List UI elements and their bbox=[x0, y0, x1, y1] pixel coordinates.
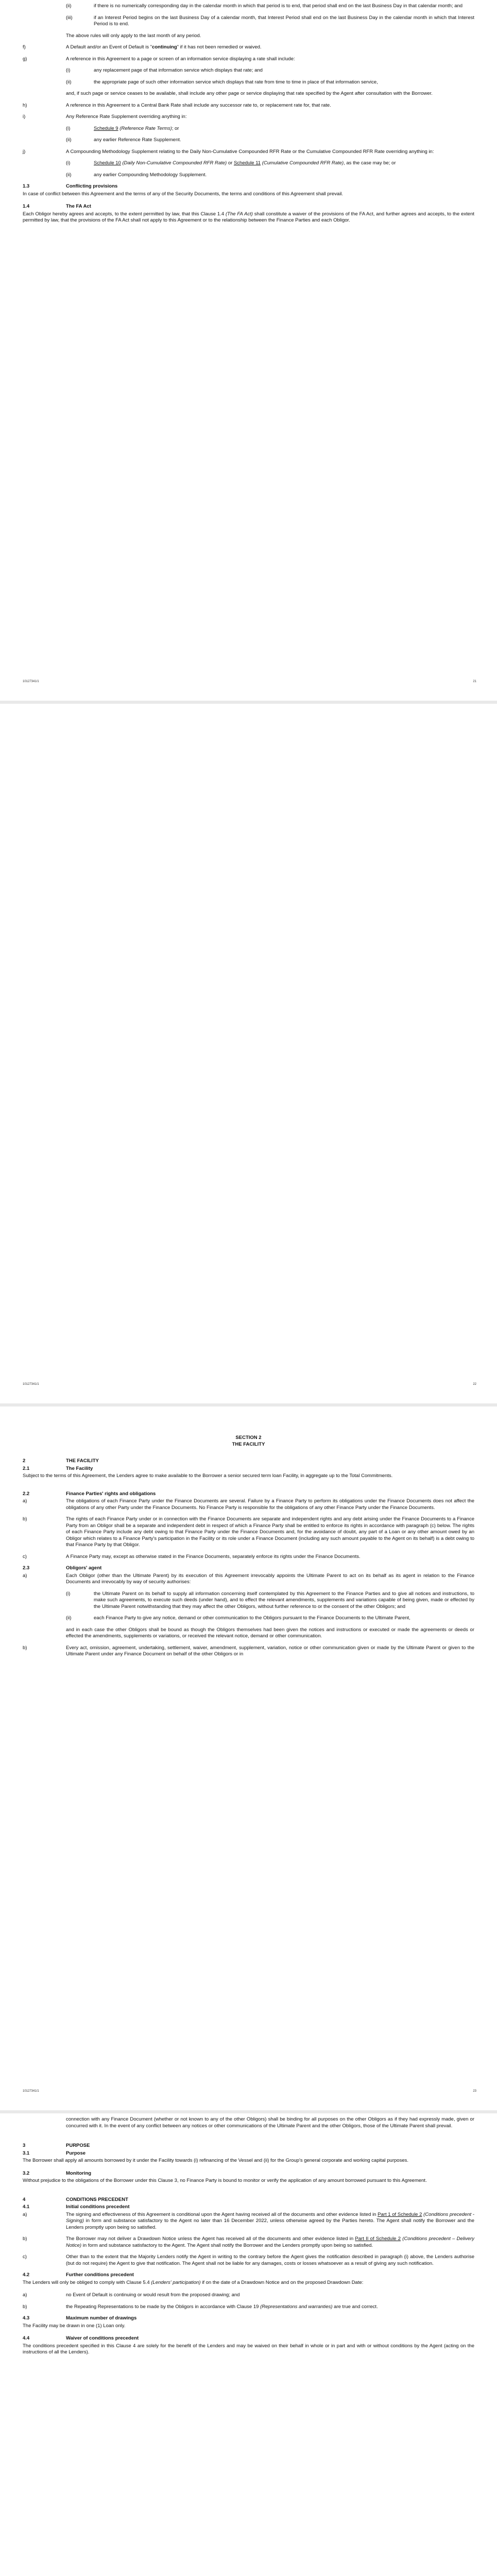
clause-number: 2.2 bbox=[23, 1490, 30, 1497]
clause-title: Finance Parties' rights and obligations bbox=[66, 1490, 156, 1497]
text-part: in form and substance satisfactory to the Agent. The Agent shall notify the Borrower and the Lenders promptly upon being so satisfied. bbox=[81, 2242, 373, 2248]
clause-title: Purpose bbox=[66, 2150, 86, 2156]
title-ref: (Representations and warranties) bbox=[260, 2303, 333, 2310]
clause-number: 4 bbox=[23, 2196, 26, 2202]
heading-3-1 bbox=[23, 2150, 474, 2157]
label: a) bbox=[23, 1572, 27, 1579]
clause-number: 2.3 bbox=[23, 1565, 30, 1571]
title-ref: (Daily Non-Cumulative Compounded RFR Rate) bbox=[122, 160, 227, 166]
cross-reference: Part 1 of Schedule 2 bbox=[378, 2211, 422, 2217]
text-part: are true and correct. bbox=[332, 2303, 378, 2310]
para-i bbox=[23, 114, 474, 121]
text-part: The Borrower may not deliver a Drawdown Notice unless the Agent has received all of the documents and other evidence listed in bbox=[66, 2236, 355, 2242]
clause-number: 4.3 bbox=[23, 2315, 30, 2321]
text-part: A Default and/or an Event of Default is " bbox=[66, 44, 152, 50]
text-part: or bbox=[228, 160, 233, 166]
label: c) bbox=[23, 2254, 27, 2260]
title-ref: (Conditions precedent - Signing) bbox=[66, 2211, 474, 2224]
title-ref: (Lenders' participation) bbox=[151, 2279, 201, 2285]
text-part: the Repeating Representations to be made by the Obligors in accordance with Clause 19 bbox=[66, 2303, 261, 2310]
page-24 bbox=[0, 2113, 497, 2576]
defined-term: continuing bbox=[152, 44, 177, 50]
heading-1-4 bbox=[23, 204, 474, 210]
label: c) bbox=[23, 1553, 27, 1560]
clause-title: Conflicting provisions bbox=[66, 183, 118, 189]
label: j) bbox=[23, 148, 26, 155]
clause-title: THE FACILITY bbox=[66, 1458, 99, 1464]
text-part: The Lenders will only be obliged to comply with Clause 5.4 bbox=[23, 2279, 151, 2285]
clause-2-1-text: Subject to the terms of this Agreement, the Lenders agree to make available to the Borrower a senior secured term loan Facility, in aggregate up to the Total Commitments. bbox=[23, 1473, 393, 1479]
heading-2-3 bbox=[23, 1565, 474, 1572]
heading-4-2 bbox=[23, 2272, 474, 2279]
para-2-2-a bbox=[23, 1498, 474, 1511]
clause-number: 3.1 bbox=[23, 2150, 30, 2156]
clause-number: 1.4 bbox=[23, 204, 30, 209]
para-2-3-b bbox=[23, 1645, 474, 1658]
label: (ii) bbox=[66, 137, 72, 143]
label: (i) bbox=[66, 160, 71, 166]
title-ref: (Conditions precedent – Delivery Notice) bbox=[66, 2236, 474, 2248]
para-i-ii bbox=[23, 137, 474, 144]
heading-4-1 bbox=[23, 2204, 474, 2211]
text-part: Each Obligor hereby agrees and accepts, to the extent permitted by law, that this Clause 1.4 bbox=[23, 211, 226, 217]
title-ref: (Cumulative Compounded RFR Rate) bbox=[262, 160, 344, 166]
text bbox=[66, 2236, 474, 2249]
text-part: " if it has not been remedied or waived. bbox=[177, 44, 262, 50]
page-24-content bbox=[23, 2116, 474, 2362]
label: (ii) bbox=[66, 172, 72, 178]
page-number: 23 bbox=[473, 2090, 476, 2093]
doc-ref: 10127341/1 bbox=[23, 1383, 39, 1386]
section-subtitle: THE FACILITY bbox=[232, 1442, 265, 1447]
para-j-ii bbox=[23, 172, 474, 179]
heading-2 bbox=[23, 1458, 474, 1465]
clause-title: Obligors' agent bbox=[66, 1565, 102, 1571]
title-ref: (Reference Rate Terms) bbox=[119, 125, 172, 131]
para-4-1-b bbox=[23, 2236, 474, 2249]
doc-ref: 10127341/1 bbox=[23, 2090, 39, 2093]
text: Other than to the extent that the Majority Lenders notify the Agent in writing to the contrary before the Agent gives the notification described in paragraph (i) above, the Lenders authorise (but do not require) the Agent to give that notification. The Agent shall not be liable for any damages, costs or losses whatsoever as a result of giving any such notification. bbox=[66, 2254, 474, 2266]
rules-text: The above rules will only apply to the last month of any period. bbox=[66, 32, 201, 39]
page-23-content bbox=[23, 1434, 474, 1663]
text bbox=[66, 2212, 474, 2231]
para-2-3-a-ii bbox=[23, 1615, 474, 1622]
text-part: if on the date of a Drawdown Notice and on the proposed Drawdown Date: bbox=[200, 2279, 364, 2285]
label: (iii) bbox=[66, 14, 73, 21]
clause-title: Maximum number of drawings bbox=[66, 2315, 137, 2321]
para-h bbox=[23, 103, 474, 109]
page-22 bbox=[0, 704, 497, 1403]
text: A Finance Party may, except as otherwise stated in the Finance Documents, separately enforce its rights under the Finance Documents. bbox=[66, 1553, 361, 1560]
text: Every act, omission, agreement, undertaking, settlement, waiver, amendment, supplement, variation, notice or other communication given or made by the Ultimate Parent or given to the Ultimate Parent under any Finance Document on behalf of the other Obligors or in bbox=[66, 1645, 474, 1657]
para-2-3-b-continued: connection with any Finance Document (whether or not known to any of the other Obligors) shall be binding for all purposes on the other Obligors as if they had expressly made, given or concurred with it. In the event of any conflict between any notices or other communications of the Ultimate Parent and the other Obligors, those of the Ultimate Parent shall prevail. bbox=[66, 2116, 474, 2129]
clause-title: Further conditions precedent bbox=[66, 2272, 134, 2278]
label: b) bbox=[23, 1516, 27, 1522]
cross-reference: Part II of Schedule 2 bbox=[355, 2236, 401, 2242]
text: A reference in this Agreement to a page or screen of an information service displaying a rate shall include: bbox=[66, 56, 295, 62]
label: a) bbox=[23, 2211, 27, 2217]
para-2-3-a-i bbox=[23, 1591, 474, 1611]
clause-3-2-text: Without prejudice to the obligations of the Borrower under this Clause 3, no Finance Party is bound to monitor or verify the application of any amount borrowed pursuant to this Agreement. bbox=[23, 2178, 427, 2183]
label: i) bbox=[23, 114, 26, 120]
clause-number: 2 bbox=[23, 1458, 26, 1464]
clause-4-3-text: The Facility may be drawn in one (1) Loan only. bbox=[23, 2323, 126, 2329]
text-part: in form and substance satisfactory to the Agent no later than 16 December 2022, unless otherwise agreed by the Parties hereto. The Agent shall notify the Borrower and the Lenders promptly upon being so satisfied. bbox=[66, 2218, 474, 2230]
heading-4-4 bbox=[23, 2335, 474, 2342]
label: g) bbox=[23, 56, 27, 62]
label: h) bbox=[23, 102, 27, 108]
label: (i) bbox=[66, 1590, 71, 1597]
clause-title: Waiver of conditions precedent bbox=[66, 2335, 139, 2341]
text-part: ; or bbox=[172, 125, 179, 131]
label: (i) bbox=[66, 125, 71, 131]
para-g bbox=[23, 56, 474, 63]
para-ii bbox=[23, 3, 474, 10]
title-ref: (The FA Act) bbox=[226, 211, 253, 217]
text: The rights of each Finance Party under or in connection with the Finance Documents are separate and independent rights and any debt arising under the Finance Documents to a Finance Party from an Obligor shall be a separate and independent debt in respect of which a Finance Party shall be entitled to enforce its rights in accordance with paragraph (c) below. The rights of each Finance Party include any debt owing to that Finance Party under the Finance Documents and, for the avoidance of doubt, any part of a Loan or any other amount owed by an Obligor which relates to a Finance Party's participation in the Facility or its role under a Finance Document (including any such amount payable to the Agent on its behalf) is a debt owing to that Finance Party by that Obligor. bbox=[66, 1516, 474, 1548]
label: (ii) bbox=[66, 1615, 72, 1621]
text-part: The signing and effectiveness of this Agreement is conditional upon the Agent having received all of the documents and other evidence listed in bbox=[66, 2211, 378, 2217]
para-j bbox=[23, 149, 474, 156]
text: The obligations of each Finance Party under the Finance Documents are several. Failure by a Finance Party to perform its obligations under the Finance Documents does not affect the obligations of any other Party under the Finance Documents. No Finance Party is responsible for the obligations of any other Finance Party under the Finance Documents. bbox=[66, 1498, 474, 1511]
clause-number: 4.1 bbox=[23, 2204, 30, 2210]
text: the appropriate page of such other information service which displays that rate from time to time in place of that information service, bbox=[94, 79, 378, 85]
para-j-i bbox=[23, 160, 474, 167]
para-2-3-a bbox=[23, 1573, 474, 1586]
para-iii bbox=[23, 15, 474, 28]
label: b) bbox=[23, 2303, 27, 2310]
clause-number: 1.3 bbox=[23, 183, 30, 189]
text: if an Interest Period begins on the last Business Day of a calendar month, that Interest Period shall end on the last Business Day in the calendar month in which that Interest Period is to end. bbox=[94, 14, 474, 27]
text: the Ultimate Parent on its behalf to supply all information concerning itself contemplated by this Agreement to the Finance Parties and to give all notices and instructions, to make such agreements, to execute such deeds (under hand), and to effect the relevant amendments, supplements and variations capable of being given, made or effected by the Ultimate Parent notwithstanding that they may affect the other Obligors, without further reference to or the consent of the other Obligors; and bbox=[94, 1590, 474, 1609]
text: any earlier Compounding Methodology Supplement. bbox=[94, 172, 207, 178]
clause-number: 2.1 bbox=[23, 1465, 30, 1471]
para-f bbox=[23, 44, 474, 51]
page-footer bbox=[23, 680, 476, 683]
clause-3-1-text: The Borrower shall apply all amounts borrowed by it under the Facility towards (i) refinancing of the Vessel and (ii) for the Group's general corporate and working capital purposes. bbox=[23, 2158, 408, 2163]
para-g-tail: and, if such page or service ceases to be available, shall include any other page or service displaying that rate specified by the Agent after consultation with the Borrower. bbox=[66, 91, 433, 96]
section-title: SECTION 2 bbox=[235, 1435, 262, 1440]
section-heading bbox=[23, 1434, 474, 1448]
page-number: 21 bbox=[473, 680, 476, 683]
label: b) bbox=[23, 1645, 27, 1651]
text bbox=[94, 126, 474, 132]
clause-4-4-text: The conditions precedent specified in this Clause 4 are solely for the benefit of the Lenders and may be waived on their behalf in whole or in part and with or without conditions by the Agent (acting on the instructions of all the Lenders). bbox=[23, 2343, 474, 2355]
para-4-2-a bbox=[23, 2292, 474, 2299]
clause-title: Initial conditions precedent bbox=[66, 2204, 130, 2210]
text: A reference in this Agreement to a Central Bank Rate shall include any successor rate to, or replacement rate for, that rate. bbox=[66, 102, 331, 108]
para-2-2-c bbox=[23, 1554, 474, 1561]
doc-ref: 10127341/1 bbox=[23, 680, 39, 683]
clause-title: CONDITIONS PRECEDENT bbox=[66, 2196, 128, 2202]
clause-title: Monitoring bbox=[66, 2170, 92, 2176]
page-23 bbox=[0, 1406, 497, 2110]
text-part: shall constitute a waiver of the provisions of the FA Act, and further agrees and accepts, to the extent permitted by law, that the provisions of the FA Act shall not apply to this Agreement or to the relationship between the Finance Parties and each Obligor. bbox=[23, 211, 474, 223]
label: f) bbox=[23, 44, 26, 50]
cross-reference: Schedule 10 bbox=[94, 160, 121, 166]
clause-title: The FA Act bbox=[66, 204, 91, 209]
clause-1-4-text bbox=[23, 211, 474, 224]
label: (ii) bbox=[66, 79, 72, 85]
page-21 bbox=[0, 0, 497, 701]
page-footer bbox=[23, 2090, 476, 2093]
text: Each Obligor (other than the Ultimate Parent) by its execution of this Agreement irrevocably appoints the Ultimate Parent to act on its behalf as its agent in relation to the Finance Documents and irrevocably by way of security authorises: bbox=[66, 1572, 474, 1585]
page-number: 22 bbox=[473, 1383, 476, 1386]
clause-1-3-text: In case of conflict between this Agreement and the terms of any of the Security Documents, the terms and conditions of this Agreement shall prevail. bbox=[23, 191, 344, 197]
text: any replacement page of that information service which displays that rate; and bbox=[94, 67, 263, 73]
label: b) bbox=[23, 2236, 27, 2242]
cross-reference: Schedule 9 bbox=[94, 125, 118, 131]
para-i-i bbox=[23, 126, 474, 132]
page-21-content bbox=[23, 3, 474, 230]
label: (ii) bbox=[66, 3, 72, 9]
heading-2-2 bbox=[23, 1491, 474, 1498]
heading-4-3 bbox=[23, 2315, 474, 2322]
text bbox=[66, 44, 474, 51]
clause-number: 4.2 bbox=[23, 2272, 30, 2278]
para-4-1-c bbox=[23, 2254, 474, 2267]
heading-2-1 bbox=[23, 1466, 474, 1472]
text bbox=[66, 2304, 474, 2311]
para-4-2-b bbox=[23, 2304, 474, 2311]
text: if there is no numerically corresponding day in the calendar month in which that period is to end, that period shall end on the last Business Day in that calendar month; and bbox=[94, 3, 463, 9]
heading-4 bbox=[23, 2197, 474, 2204]
heading-1-3 bbox=[23, 183, 474, 190]
clause-number: 3.2 bbox=[23, 2170, 30, 2176]
text-part: , as the case may be; or bbox=[344, 160, 396, 166]
label: a) bbox=[23, 2292, 27, 2298]
clause-title: The Facility bbox=[66, 1465, 93, 1471]
clause-number: 3 bbox=[23, 2143, 26, 2148]
cross-reference: Schedule 11 bbox=[233, 160, 261, 166]
text: no Event of Default is continuing or would result from the proposed drawing; and bbox=[66, 2292, 240, 2298]
text: each Finance Party to give any notice, demand or other communication to the Obligors pursuant to the Finance Documents to the Ultimate Parent, bbox=[94, 1615, 410, 1621]
heading-3 bbox=[23, 2143, 474, 2149]
para-4-1-a bbox=[23, 2212, 474, 2231]
label: a) bbox=[23, 1498, 27, 1504]
para-g-i bbox=[23, 67, 474, 74]
clause-title: PURPOSE bbox=[66, 2143, 90, 2148]
para-2-3-a-tail: and in each case the other Obligors shall be bound as though the Obligors themselves had been given the notices and instructions or executed or made the agreements or deeds or effected the amendments, supplements or variations, or received the relevant notice, demand or other communication. bbox=[66, 1626, 474, 1639]
text: any earlier Reference Rate Supplement. bbox=[94, 137, 181, 143]
clause-4-2-text bbox=[23, 2280, 474, 2286]
text: Any Reference Rate Supplement overriding anything in: bbox=[66, 114, 187, 120]
text bbox=[94, 160, 474, 167]
page-footer bbox=[23, 1383, 476, 1386]
text: A Compounding Methodology Supplement relating to the Daily Non-Cumulative Compounded RFR Rate or the Cumulative Compounded RFR Rate overriding anything in: bbox=[66, 148, 434, 155]
label: (i) bbox=[66, 67, 71, 73]
heading-3-2 bbox=[23, 2171, 474, 2177]
para-2-2-b bbox=[23, 1516, 474, 1549]
para-g-ii bbox=[23, 79, 474, 86]
clause-number: 4.4 bbox=[23, 2335, 30, 2341]
